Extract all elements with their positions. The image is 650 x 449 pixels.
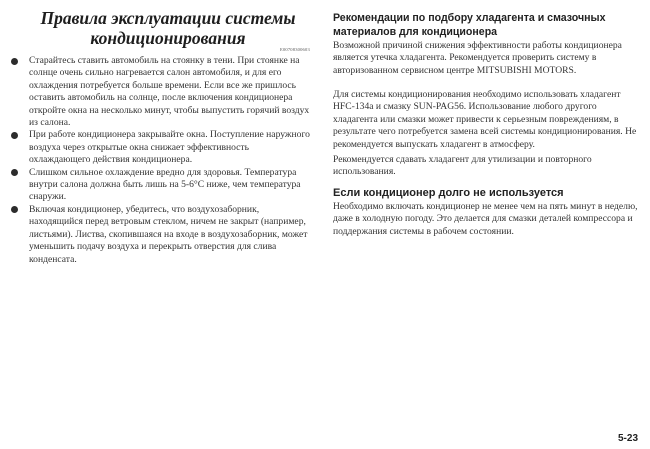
list-item: Старайтесь ставить автомобиль на стоянку в тени. При стоянке на солнце очень сильно нагревается салон автомобиля, и для его охлаждения потребуется больше времени. Если все же пришлось оставить автомобиль на солнце, после включения кондиционера откройте окна на несколько минут, чтобы выпустить горячий воздух из салона. xyxy=(10,55,310,129)
refrigerant-section-title: Рекомендации по подбору хладагента и смазочных материалов для кондиционера xyxy=(333,12,606,38)
bullet-icon xyxy=(11,169,18,176)
unused-section-title: Если кондиционер долго не используется xyxy=(333,187,564,199)
refrigerant-paragraph: Рекомендуется сдавать хладагент для утилизации и повторного использования. xyxy=(333,154,592,178)
page-title: Правила эксплуатации системы кондиционирования xyxy=(40,8,296,48)
list-item: Слишком сильное охлаждение вредно для здоровья. Температура внутри салона должна быть лишь на 5-6°С ниже, чем температура снаружи. xyxy=(10,167,310,204)
unused-paragraph: Необходимо включать кондиционер не менее чем на пять минут в неделю, даже в холодную погоду. Это делается для смазки деталей компрессора и поддержания системы в рабочем состоянии. xyxy=(333,201,638,237)
bullet-icon xyxy=(11,132,18,139)
refrigerant-paragraph: Для системы кондиционирования необходимо использовать хладагент HFC-134a и смазку SUN-PAG56. Использование любого другого хладагента или смазки может привести к серьезным повреждениям, в результате чего потребуется замена всей системы кондиционирования. Не рекомендуется выпускать хладагент в атмосферу. xyxy=(333,89,637,150)
bullet-icon xyxy=(11,206,18,213)
list-item: При работе кондиционера закрывайте окна. Поступление наружного воздуха через открытые окна снижает эффективность охлаждающего действия кондиционера. xyxy=(10,129,310,166)
page-number: 5-23 xyxy=(618,433,639,444)
document-code: E00708300603 xyxy=(280,47,310,52)
usage-rules-list xyxy=(10,55,310,266)
bullet-icon xyxy=(11,58,18,65)
list-item: Включая кондиционер, убедитесь, что воздухозаборник, находящийся перед ветровым стеклом, ничем не закрыт (например, листьями). Листва, скопившаяся на входе в воздухозаборник, может уменьшить подачу воздуха и перекрыть отверстия для слива конденсата. xyxy=(10,204,310,266)
refrigerant-paragraph: Возможной причиной снижения эффективности работы кондиционера является утечка хладагента. Рекомендуется проверить систему в авторизованном сервисном центре MITSUBISHI MOTORS. xyxy=(333,40,622,76)
